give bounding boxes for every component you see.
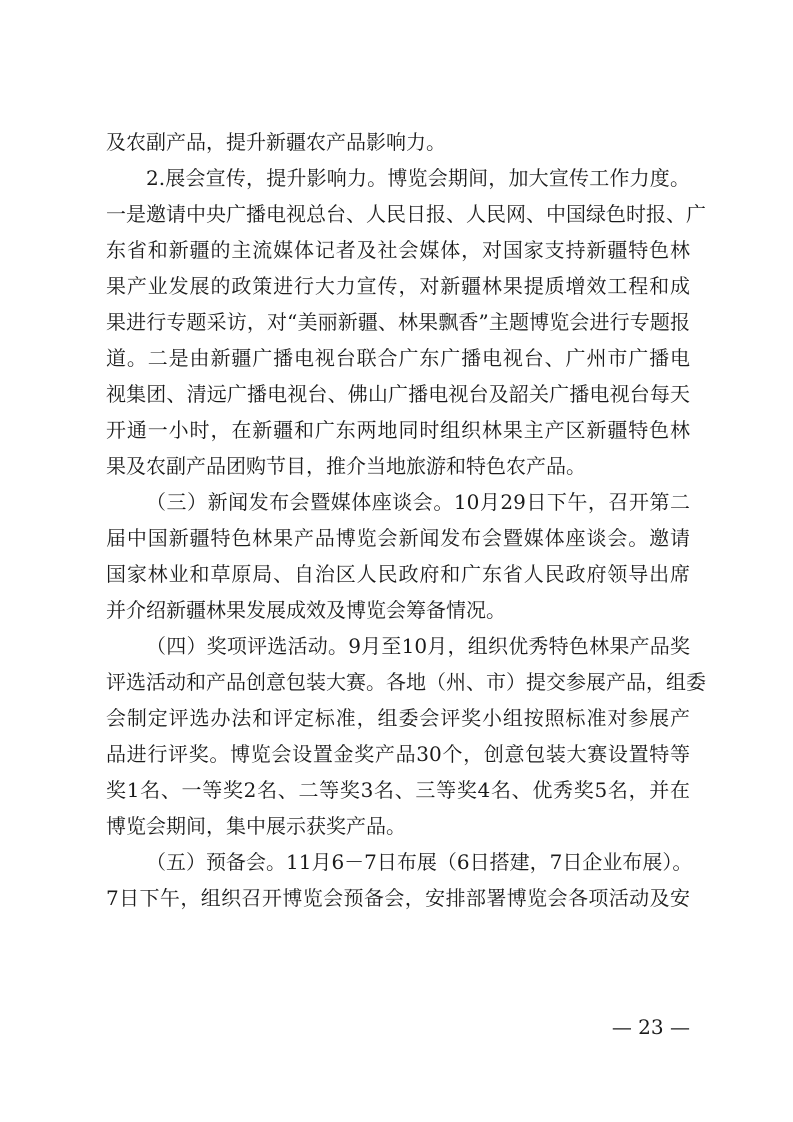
paragraph-line: 果进行专题采访，对“美丽新疆、林果飘香”主题博览会进行专题报 — [106, 310, 690, 334]
paragraph-line: 并介绍新疆林果发展成效及博览会筹备情况。 — [106, 598, 506, 622]
paragraph-line: 品进行评奖。博览会设置金奖产品30个，创意包装大赛设置特等 — [106, 742, 690, 766]
paragraph-line: （三）新闻发布会暨媒体座谈会。10月29日下午，召开第二 — [146, 490, 690, 514]
paragraph-line: 视集团、清远广播电视台、佛山广播电视台及韶关广播电视台每天 — [106, 382, 690, 406]
paragraph-line: 7日下午，组织召开博览会预备会，安排部署博览会各项活动及安 — [106, 886, 690, 910]
paragraph-line: （四）奖项评选活动。9月至10月，组织优秀特色林果产品奖 — [146, 634, 690, 658]
paragraph-line: 会制定评选办法和评定标准，组委会评奖小组按照标准对参展产 — [106, 706, 690, 730]
paragraph-line: 果产业发展的政策进行大力宣传，对新疆林果提质增效工程和成 — [106, 274, 690, 298]
paragraph-line: （五）预备会。11月6－7日布展（6日搭建，7日企业布展）。 — [146, 850, 693, 874]
paragraph-line: 开通一小时，在新疆和广东两地同时组织林果主产区新疆特色林 — [106, 418, 690, 442]
paragraph-line: 博览会期间，集中展示获奖产品。 — [106, 814, 406, 838]
paragraph-line: 东省和新疆的主流媒体记者及社会媒体，对国家支持新疆特色林 — [106, 238, 690, 262]
paragraph-line: 道。二是由新疆广播电视台联合广东广播电视台、广州市广播电 — [106, 346, 690, 370]
paragraph-line: 2.展会宣传，提升影响力。博览会期间，加大宣传工作力度。 — [146, 166, 690, 190]
paragraph-line: 评选活动和产品创意包装大赛。各地（州、市）提交参展产品，组委 — [106, 670, 706, 694]
paragraph-line: 及农副产品，提升新疆农产品影响力。 — [106, 130, 446, 154]
paragraph-line: 果及农副产品团购节目，推介当地旅游和特色农产品。 — [106, 454, 586, 478]
paragraph-line: 国家林业和草原局、自治区人民政府和广东省人民政府领导出席 — [106, 562, 690, 586]
paragraph-line: 一是邀请中央广播电视总台、人民日报、人民网、中国绿色时报、广 — [106, 202, 706, 226]
page-number: — 23 — — [611, 1015, 690, 1039]
paragraph-line: 届中国新疆特色林果产品博览会新闻发布会暨媒体座谈会。邀请 — [106, 526, 690, 550]
paragraph-line: 奖1名、一等奖2名、二等奖3名、三等奖4名、优秀奖5名，并在 — [106, 778, 690, 802]
